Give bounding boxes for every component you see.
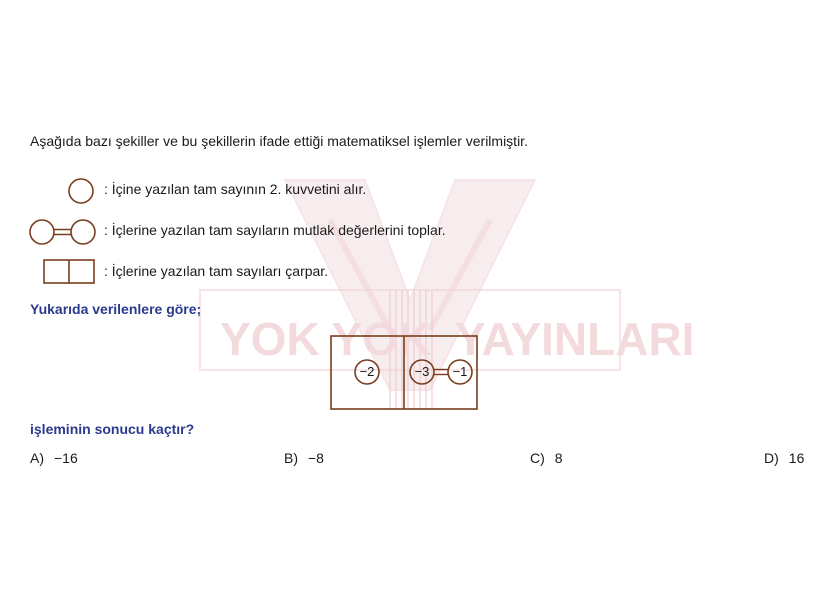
question-prompt: Yukarıda verilenlere göre; <box>30 301 202 317</box>
circle-shape-icon <box>66 177 96 205</box>
option-b-value: −8 <box>308 450 324 466</box>
option-c-value: 8 <box>554 450 563 466</box>
figure-circle-value: −2 <box>359 364 375 379</box>
watermark-text-right: YAYINLARI <box>455 313 695 365</box>
operation-figure <box>330 335 480 411</box>
option-c-label: C) <box>530 450 545 466</box>
option-d[interactable] <box>764 450 804 466</box>
figure-pair-left-value: −3 <box>414 364 430 379</box>
legend-circle-text: : İçine yazılan tam sayının 2. kuvvetini alır. <box>104 181 367 197</box>
question-ask: işleminin sonucu kaçtır? <box>30 421 195 437</box>
double-circle-shape-icon <box>28 218 98 246</box>
option-a-value: −16 <box>54 450 78 466</box>
option-d-label: D) <box>764 450 779 466</box>
legend-double-square-text: : İçlerine yazılan tam sayıları çarpar. <box>104 263 329 279</box>
option-a[interactable] <box>30 450 78 466</box>
option-a-label: A) <box>30 450 44 466</box>
watermark-text-left: YOK YOK <box>220 313 432 365</box>
question-intro: Aşağıda bazı şekiller ve bu şekillerin ifade ettiği matematiksel işlemler verilmiştir. <box>30 133 528 149</box>
option-b[interactable] <box>284 450 324 466</box>
option-b-label: B) <box>284 450 298 466</box>
legend-double-circle-text: : İçlerine yazılan tam sayıların mutlak değerlerini toplar. <box>104 222 446 238</box>
option-d-value: 16 <box>788 450 805 466</box>
figure-pair-right-value: −1 <box>452 364 468 379</box>
option-c[interactable] <box>530 450 563 466</box>
double-square-shape-icon <box>43 259 97 285</box>
